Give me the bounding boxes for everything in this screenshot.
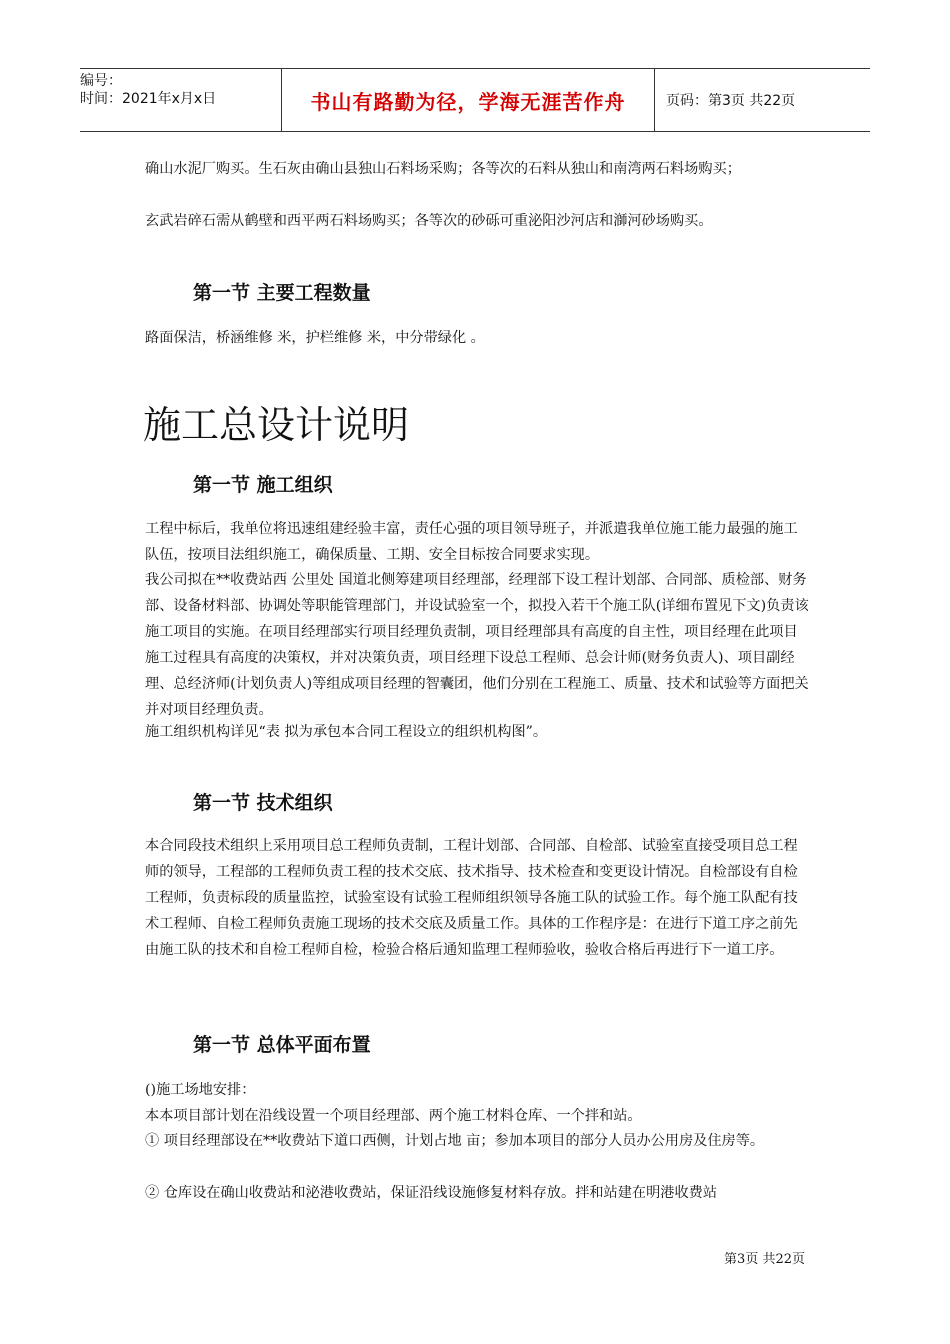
chapter-title: 施工总设计说明 bbox=[143, 403, 410, 447]
header-page-info: 页码：第3页 共22页 bbox=[666, 93, 796, 109]
intro-paragraph-1: 确山水泥厂购买。生石灰由确山县独山石料场采购；各等次的石料从独山和南湾两石料场购买； bbox=[145, 161, 741, 177]
layout-paragraph-3: ① 项目经理部设在**收费站下道口西侧，计划占地 亩；参加本项目的部分人员办公用房及住房等。 bbox=[145, 1133, 765, 1149]
organization-paragraph-1: 工程中标后，我单位将迅速组建经验丰富，责任心强的项目领导班子，并派遣我单位施工能力最强的施工队伍，按项目法组织施工，确保质量、工期、安全目标按合同要求实现。 bbox=[145, 521, 798, 563]
section-title-quantities: 第一节 主要工程数量 bbox=[193, 282, 371, 304]
technical-paragraph: 本合同段技术组织上采用项目总工程师负责制，工程计划部、合同部、自检部、试验室直接受项目总工程师的领导，工程部的工程师负责工程的技术交底、技术指导、技术检查和变更设计情况。自检部设有自检工程师，负责标段的质量监控，试验室设有试验工程师组织领导各施工队的试验工作。每个施工队配有技术工程师、自检工程师负责施工现场的技术交底及质量工作。具体的工作程序是：在进行下道工序之前先由施工队的技术和自检工程师自检，检验合格后通知监理工程师验收，验收合格后再进行下一道工序。 bbox=[145, 838, 798, 958]
intro-paragraph-2: 玄武岩碎石需从鹤壁和西平两石料场购买；各等次的砂砾可重泌阳沙河店和溮河砂场购买。 bbox=[145, 213, 713, 229]
quantities-paragraph: 路面保洁，桥涵维修 米，护栏维修 米，中分带绿化 。 bbox=[145, 330, 485, 346]
organization-paragraph-3: 施工组织机构详见“表 拟为承包本合同工程设立的组织机构图”。 bbox=[145, 724, 548, 740]
section-title-technical: 第一节 技术组织 bbox=[193, 792, 333, 814]
section-title-organization: 第一节 施工组织 bbox=[193, 474, 333, 496]
layout-paragraph-2: 本本项目部计划在沿线设置一个项目经理部、两个施工材料仓库、一个拌和站。 bbox=[145, 1108, 642, 1124]
number-label: 编号： bbox=[80, 73, 122, 89]
layout-paragraph-4: ② 仓库设在确山收费站和泌港收费站，保证沿线设施修复材料存放。拌和站建在明港收费站 bbox=[145, 1185, 718, 1201]
page-footer: 第3页 共22页 bbox=[724, 1252, 805, 1267]
section-title-layout: 第一节 总体平面布置 bbox=[193, 1034, 371, 1056]
header-motto: 书山有路勤为径，学海无涯苦作舟 bbox=[281, 69, 655, 131]
header-meta bbox=[80, 69, 281, 134]
time-label: 时间：2021年x月x日 bbox=[80, 91, 217, 107]
organization-paragraph-2: 我公司拟在**收费站西 公里处 国道北侧筹建项目经理部，经理部下设工程计划部、合同部、质检部、财务部、设备材料部、协调处等职能管理部门，并设试验室一个，拟投入若干个施工队(详细布置见下文)负责该施工项目的实施。在项目经理部实行项目经理负责制，项目经理部具有高度的自主性，项目经理在此项目施工过程具有高度的决策权，并对决策负责，项目经理下设总工程师、总会计师(财务负责人)、项目副经理、总经济师(计划负责人)等组成项目经理的智囊团，他们分别在工程施工、质量、技术和试验等方面把关并对项目经理负责。 bbox=[145, 572, 809, 718]
page-header bbox=[80, 68, 870, 132]
layout-paragraph-1: ()施工场地安排： bbox=[145, 1082, 256, 1098]
